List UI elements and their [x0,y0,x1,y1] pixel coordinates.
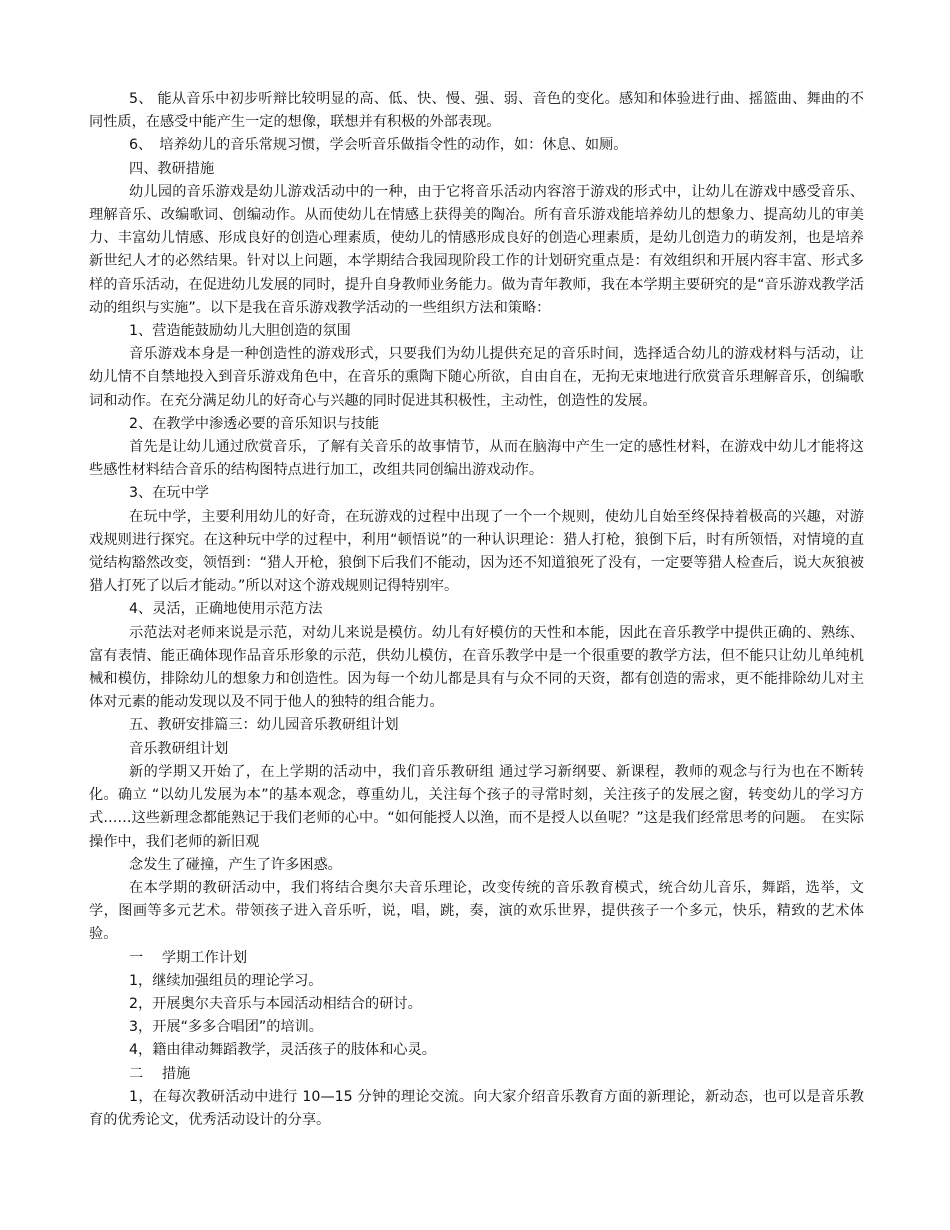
paragraph-confusion: 念发生了碰撞，产生了许多困惑。 [129,856,342,873]
subheading-3: 3、在玩中学 [129,485,209,502]
paragraph-new-semester: 新的学期又开始了，在上学期的活动中，我们音乐教研组 通过学习新纲要、新课程，教师的观念与行为也在不断转化。确立 “以幼儿发展为本”的基本观念，尊重幼儿，关注每个孩子的寻常时刻，关注孩子的发展之窗，转变幼儿的学习方式……这些新理念都能熟记于我们老师的心中。“如何能授人以渔，而不是授人以鱼呢？”这是我们经常思考的问题。 在实际操作中，我们老师的新旧观 [89,763,864,850]
paragraph-item-5: 5、 能从音乐中初步听辩比较明显的高、低、快、慢、强、弱、音色的变化。感知和体验进行曲、摇篮曲、舞曲的不同性质，在感受中能产生一定的想像，联想并有积极的外部表现。 [89,91,864,131]
subheading-2: 2、在教学中渗透必要的音乐知识与技能 [129,415,380,432]
paragraph-music-games-intro: 幼儿园的音乐游戏是幼儿游戏活动中的一种，由于它将音乐活动内容溶于游戏的形式中，让幼儿在游戏中感受音乐、理解音乐、改编歌词、创编动作。从而使幼儿在情感上获得美的陶冶。所有音乐游戏能培养幼儿的想象力、提高幼儿的审美力、丰富幼儿情感、形成良好的创造心理素质，使幼儿的情感形成良好的创造心理素质，是幼儿创造力的萌发剂，也是培养新世纪人才的必然结果。针对以上问题，本学期结合我园现阶段工作的计划研究重点是：有效组织和开展内容丰富、形式多样的音乐活动，在促进幼儿发展的同时，提升自身教师业务能力。做为青年教师，我在本学期主要研究的是“音乐游戏教学活动的组织与实施”。以下是我在音乐游戏教学活动的一些组织方法和策略： [89,183,864,316]
paragraph-music-knowledge: 首先是让幼儿通过欣赏音乐，了解有关音乐的故事情节，从而在脑海中产生一定的感性材料，在游戏中幼儿才能将这些感性材料结合音乐的结构图特点进行加工，改组共同创编出游戏动作。 [89,439,864,479]
section-heading-measures: 四、教研措施 [129,160,215,177]
paragraph-theory-exchange: 1，在每次教研活动中进行 10—15 分钟的理论交流。向大家介绍音乐教育方面的新理论，新动态，也可以是音乐教育的优秀论文，优秀活动设计的分享。 [89,1088,864,1128]
list-item-4: 4，籍由律动舞蹈教学，灵活孩子的肢体和心灵。 [129,1042,436,1059]
list-item-1: 1，继续加强组员的理论学习。 [129,972,323,989]
subheading-4: 4、灵活，正确地使用示范方法 [129,601,323,618]
paragraph-demonstration: 示范法对老师来说是示范，对幼儿来说是模仿。幼儿有好模仿的天性和本能，因此在音乐教学中提供正确的、熟练、富有表情、能正确体现作品音乐形象的示范，供幼儿模仿，在音乐教学中是一个很重要的教学方法，但不能只让幼儿单纯机械和模仿，排除幼儿的想象力和创造性。因为每一个幼儿都是具有与众不同的天资，都有创造的需求，更不能排除幼儿对主体对元素的能动发现以及不同于他人的独特的组合能力。 [89,624,864,711]
paragraph-item-6: 6、 培养幼儿的音乐常规习惯，学会听音乐做指令性的动作，如：休息、如厕。 [129,137,628,154]
paragraph-creative-atmosphere: 音乐游戏本身是一种创造性的游戏形式，只要我们为幼儿提供充足的音乐时间，选择适合幼儿的游戏材料与活动，让幼儿情不自禁地投入到音乐游戏角色中，在音乐的熏陶下随心所欲，自由自在，无拘无束地进行欣赏音乐理解音乐，创编歌词和动作。在充分满足幼儿的好奇心与兴趣的同时促进其积极性，主动性，创造性的发展。 [89,346,864,409]
list-item-3: 3，开展“多多合唱团”的培训。 [129,1019,323,1036]
list-item-2: 2，开展奥尔夫音乐与本园活动相结合的研讨。 [129,995,422,1012]
subheading-1: 1、营造能鼓励幼儿大胆创造的氛围 [129,323,351,340]
section-heading-work-plan: 一 学期工作计划 [129,949,248,966]
section-heading-measures-2: 二 措施 [129,1065,191,1082]
paragraph-orff-plan: 在本学期的教研活动中，我们将结合奥尔夫音乐理论，改变传统的音乐教育模式，统合幼儿音乐，舞蹈，选举，文学，图画等多元艺术。带领孩子进入音乐听，说，唱，跳，奏，演的欢乐世界，提供孩子一个多元，快乐，精致的艺术体验。 [89,879,864,943]
paragraph-learn-by-play: 在玩中学，主要利用幼儿的好奇，在玩游戏的过程中出现了一个一个规则，使幼儿自始至终保持着极高的兴趣，对游戏规则进行探究。在这种玩中学的过程中，利用“顿悟说”的一种认识理论：猎人打枪，狼倒下后，时有所领悟，对情境的直觉结构豁然改变，领悟到：“猎人开枪，狼倒下后我们不能动，因为还不知道狼死了没有，一定要等猎人检查后，说大灰狼被猎人打死了以后才能动。”所以对这个游戏规则记得特别牢。 [89,508,864,595]
section-heading-arrangement: 五、教研安排篇三：幼儿园音乐教研组计划 [129,717,399,734]
plan-title: 音乐教研组计划 [129,740,229,757]
